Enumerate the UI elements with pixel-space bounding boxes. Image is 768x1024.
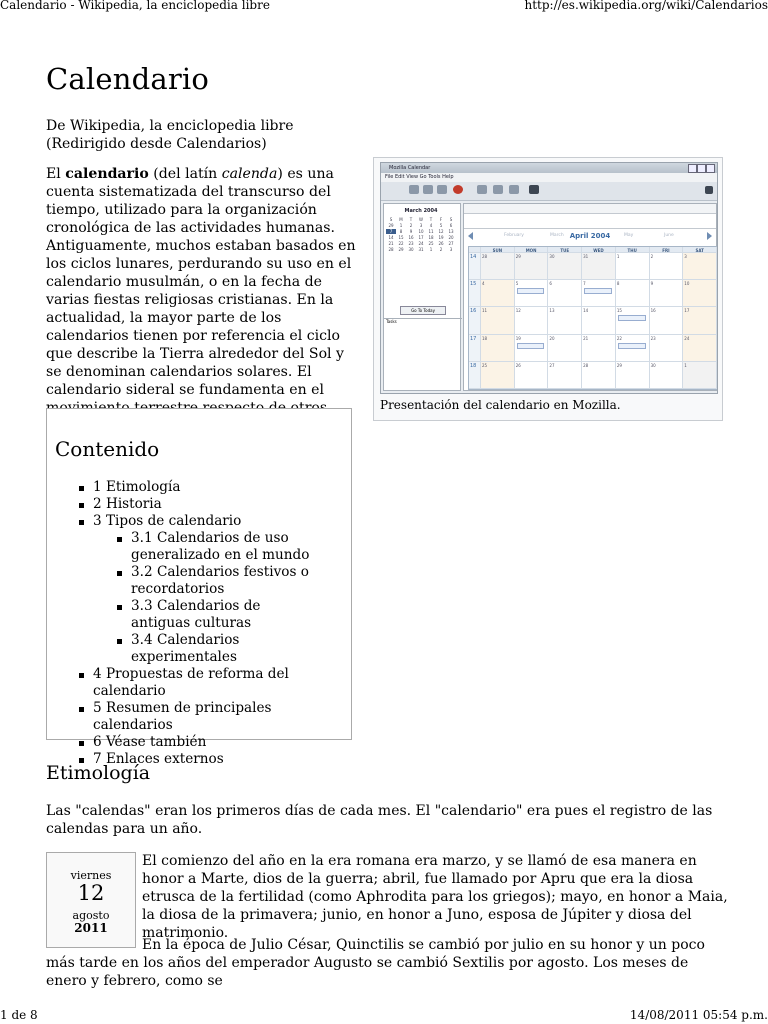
month-grid: SUN MON TUE WED THU FRI SAT 14 28 29 30 31 1 2 3 15 4 5 6 7 8 9 10 16 11 12 13 14 15 16 17 17 18 19 20 21 22 23 24 18 25 26 27 28 29 30 1 [468,246,718,390]
figure-caption: Presentación del calendario en Mozilla. [380,398,621,412]
mini-month: March 2004 S M T W T F S 29 1 2 3 4 5 6 7 8 9 10 11 12 13 14 15 16 17 18 19 20 21 22 23 24 25 26 27 28 29 30 31 1 2 3 [386,208,456,258]
toc-subitem[interactable]: 3.4 Calendarios experimentales [115,632,316,666]
app-sidebar [383,203,461,391]
etimologia-paragraph-2: El comienzo del año en la era romana era marzo, y se llamó de esa manera en honor a Marte, dios de la guerra; abril, fue llamado por Apru que era la diosa etrusca de la fertilidad (como Aphrodita para los griegos); mayo, en honor a Maia, la diosa de la primavera; junio, en honor a Juno, esposa de Júpiter y diosa del matrimonio. [142,853,728,941]
toc-item[interactable]: 6 Véase también [77,734,347,751]
toc-item[interactable]: 5 Resumen de principales calendarios [77,700,347,734]
italic-term: calenda [221,166,278,182]
toc-item[interactable]: 4 Propuestas de reforma del calendario [77,666,347,700]
app-toolbar [381,182,717,201]
page-title: Calendario [46,62,210,96]
toc-item[interactable]: 2 Historia [77,496,347,513]
date-year: 2011 [74,921,108,935]
date-weekday: viernes [70,869,112,882]
next-arrow-icon[interactable] [707,232,712,240]
app-menubar: File Edit View Go Tools Help [381,173,717,182]
go-to-today-button[interactable]: Go To Today [400,306,446,315]
toc-sublist [93,530,347,666]
toc-item[interactable]: 7 Enlaces externos [77,751,347,768]
toc-subitem[interactable]: 3.2 Calendarios festivos o recordatorios [115,564,316,598]
section-heading-etimologia: Etimología [46,762,151,784]
page-subtitle [46,117,294,153]
app-titlebar: Mozilla Calendar [381,163,717,173]
print-footer-page: 1 de 8 [0,1008,38,1022]
table-of-contents [46,408,352,767]
toc-subitem[interactable]: 3.1 Calendarios de uso generalizado en el mundo [115,530,316,564]
etimologia-paragraph-1: Las "calendas" eran los primeros días de cada mes. El "calendario" era pues el registro de las calendas para un año. [46,803,713,837]
redirect-line: (Redirigido desde Calendarios) [46,136,267,152]
intro-paragraph: El calendario (del latín calenda) es una cuenta sistematizada del transcurso del tiempo, utilizado para la organización cronológica de las actividades humanas. Antiguamente, muchos estaban basados en los ciclos lunares, perdurando su uso en el calendario musulmán, o en la fecha de varias fiestas religiosas cristianas. En la actualidad, la mayor parte de los calendarios tienen por referencia el ciclo que describe la Tierra alrededor del Sol y se denominan calendarios solares. El calendario sideral se fundamenta en el [46,166,356,398]
print-header-url: http://es.wikipedia.org/wiki/Calendarios [524,0,768,12]
toc-title: Contenido [55,437,160,461]
etimologia-paragraph-3: En la época de Julio César, Quinctilis se cambió por julio en su honor y un poco más tarde en los años del emperador Augusto se cambió Sextilis por agosto. Los meses de enero y febrero, como se [46,937,705,989]
prev-arrow-icon[interactable] [468,232,473,240]
tasks-panel: Tasks [384,318,462,391]
date-month: agosto [72,909,110,922]
toc-item[interactable]: 3 Tipos de calendario 3.1 Calendarios de uso generalizado en el mundo 3.2 Calendarios festivos o recordatorios 3.3 Calendarios de antiguas culturas 3.4 Calendarios experimentales [77,513,347,666]
print-footer-timestamp: 14/08/2011 05:54 p.m. [629,1008,768,1022]
toc-list [77,479,347,768]
toc-subitem[interactable]: 3.3 Calendarios de antiguas culturas [115,598,316,632]
month-label: April 2004 [569,232,611,240]
date-widget [46,852,136,948]
from-line: De Wikipedia, la enciclopedia libre [46,118,294,134]
date-day: 12 [77,881,105,905]
figure-thumbnail [373,157,723,421]
mozilla-calendar-screenshot[interactable] [380,162,718,394]
print-header-title: Calendario - Wikipedia, la enciclopedia libre [0,0,270,12]
bold-term: calendario [65,166,149,182]
toc-item[interactable]: 1 Etimología [77,479,347,496]
month-navigation: February March April 2004 May June [464,228,716,244]
app-month-view [463,203,717,391]
